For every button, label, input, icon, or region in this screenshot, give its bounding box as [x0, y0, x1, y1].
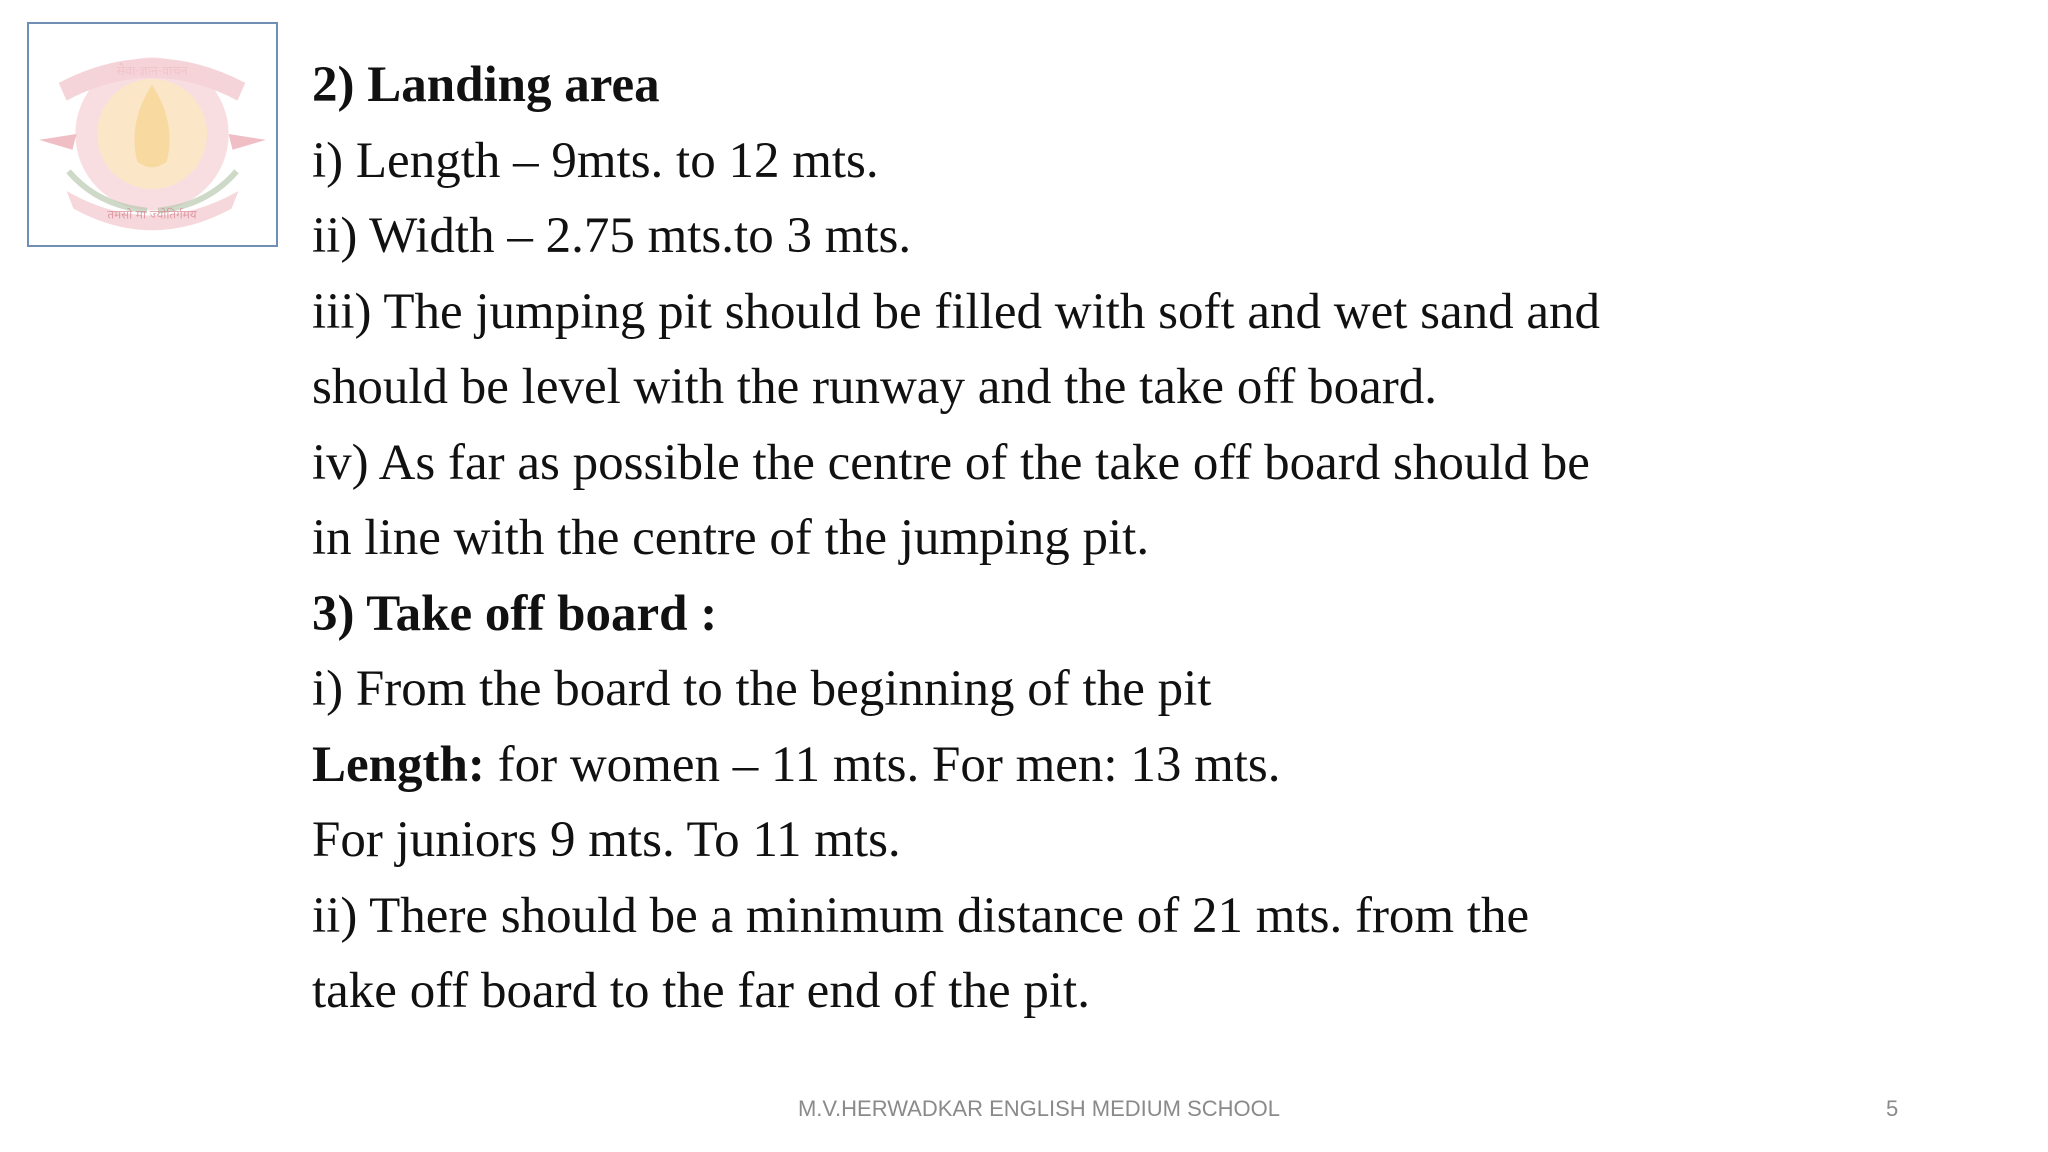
board-to-pit-line: i) From the board to the beginning of the pit — [312, 661, 1212, 717]
minimum-distance-line-1: ii) There should be a minimum distance of 21 mts. from the — [312, 887, 1530, 944]
pit-sand-line-2: should be level with the runway and the take off board. — [312, 359, 1437, 415]
pit-sand-line-1: iii) The jumping pit should be filled with soft and wet sand and — [312, 283, 1601, 340]
logo-bottom-motto: तमसो मा ज्योतिर्गमय — [107, 207, 197, 222]
minimum-distance-line-2: take off board to the far end of the pit. — [312, 963, 1090, 1019]
heading-take-off-board: 3) Take off board : — [312, 585, 718, 642]
school-logo — [27, 22, 278, 247]
landing-width-line: ii) Width – 2.75 mts.to 3 mts. — [312, 208, 912, 264]
juniors-length-line: For juniors 9 mts. To 11 mts. — [312, 812, 901, 868]
school-emblem-icon — [29, 24, 276, 245]
board-centre-line-2: in line with the centre of the jumping pit. — [312, 510, 1150, 566]
slide-body — [312, 48, 1812, 1030]
slide-footer: M.V.HERWADKAR ENGLISH MEDIUM SCHOOL — [797, 1096, 1281, 1121]
heading-landing-area: 2) Landing area — [312, 57, 660, 113]
landing-length-line: i) Length – 9mts. to 12 mts. — [312, 132, 879, 189]
board-centre-line-1: iv) As far as possible the centre of the take off board should be — [312, 434, 1590, 491]
slide-page-number: 5 — [1886, 1096, 1899, 1121]
board-length-line: Length: for women – 11 mts. For men: 13 mts. — [312, 736, 1281, 793]
